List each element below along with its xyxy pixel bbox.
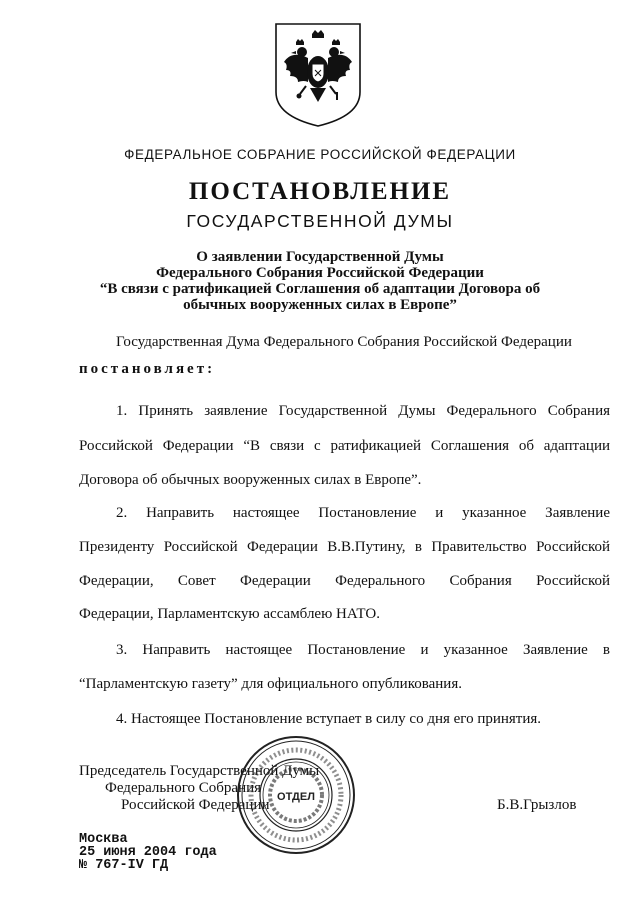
document-number: № 767-IV ГД — [79, 858, 169, 873]
signatory-title-line: Федерального Собрания — [105, 780, 262, 796]
document-subject — [0, 249, 640, 313]
subject-line: О заявлении Государственной Думы — [196, 249, 444, 265]
paragraph-4: 4. Настоящее Постановление вступает в силу со дня его принятия. — [116, 711, 542, 727]
official-stamp — [234, 733, 358, 857]
preamble: Государственная Дума Федерального Собрания Российской Федерации — [116, 334, 572, 350]
signatory-title-line: Председатель Государственной Думы — [79, 763, 320, 779]
signatory-title-line: Российской Федерации — [121, 797, 270, 813]
paragraph-1-line: Договора об обычных вооруженных силах в Европе”. — [79, 472, 422, 488]
paragraph-2-line: Федерации, Парламентскую ассамблею НАТО. — [79, 606, 380, 622]
stamp-center-text: ОТДЕЛ — [277, 791, 315, 803]
document-type: ПОСТАНОВЛЕНИЕ — [188, 178, 452, 205]
paragraph-1-line: Российской Федерации “В связи с ратификацией Соглашения об адаптации — [79, 438, 610, 454]
decrees-word: постановляет: — [79, 361, 216, 377]
paragraph-2-line: 2. Направить настоящее Постановление и указанное Заявление — [116, 505, 610, 521]
double-headed-eagle-icon — [272, 20, 364, 130]
subject-line: “В связи с ратификацией Соглашения об адаптации Договора об — [99, 281, 541, 297]
signatory-name: Б.В.Грызлов — [497, 797, 577, 813]
paragraph-2-line: Президенту Российской Федерации В.В.Путину, в Правительство Российской — [79, 539, 610, 555]
document-footer — [79, 833, 217, 872]
issuing-body: ФЕДЕРАЛЬНОЕ СОБРАНИЕ РОССИЙСКОЙ ФЕДЕРАЦИИ — [124, 147, 516, 162]
paragraph-3-line: “Парламентскую газету” для официального опубликования. — [79, 676, 462, 692]
subject-line: Федерального Собрания Российской Федерации — [156, 265, 484, 281]
paragraph-1-line: 1. Принять заявление Государственной Думы Федерального Собрания — [116, 403, 610, 419]
coat-of-arms-emblem — [272, 20, 364, 130]
paragraph-3-line: 3. Направить настоящее Постановление и указанное Заявление в — [116, 642, 610, 658]
paragraph-2-line: Федерации, Совет Федерации Федерального Собрания Российской — [79, 573, 610, 589]
place-of-signing: Москва — [79, 832, 128, 847]
subject-line: обычных вооруженных силах в Европе” — [183, 297, 457, 313]
document-authority: ГОСУДАРСТВЕННОЙ ДУМЫ — [186, 211, 454, 231]
date-of-signing: 25 июня 2004 года — [79, 845, 217, 860]
